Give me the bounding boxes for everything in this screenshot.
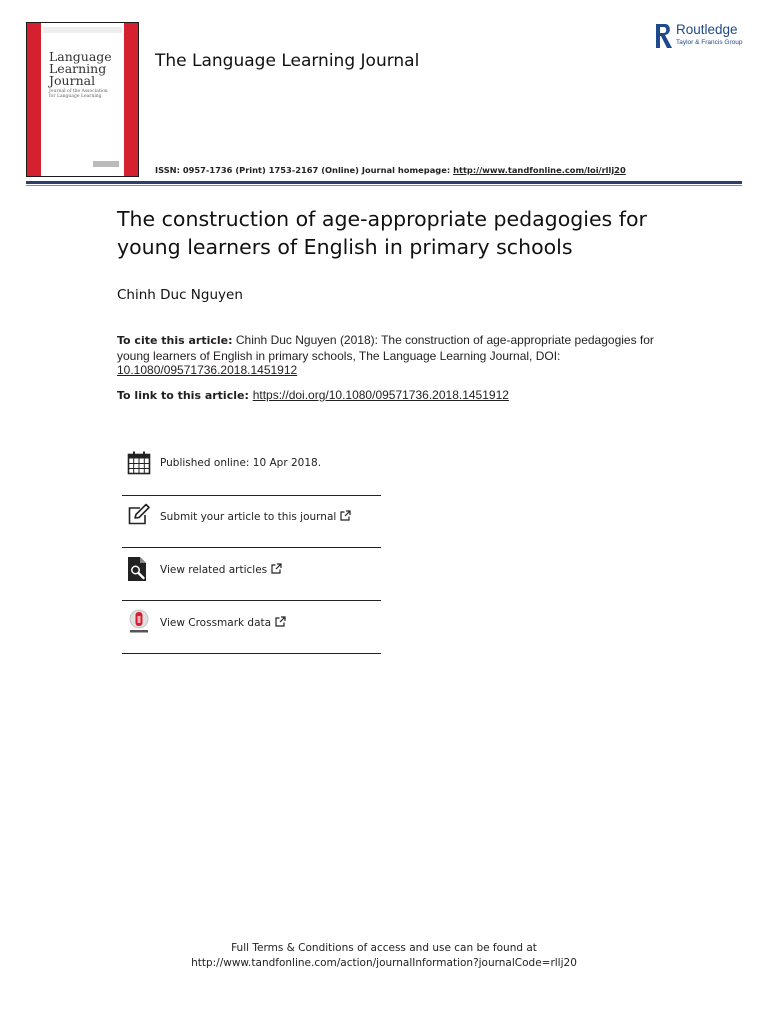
footer-terms-link[interactable]: http://www.tandfonline.com/action/journalInformation?journalCode=rllj20 xyxy=(191,957,577,969)
crossmark-row[interactable] xyxy=(126,609,381,635)
cover-top-strip xyxy=(43,27,122,33)
journal-homepage-link[interactable]: http://www.tandfonline.com/loi/rllj20 xyxy=(453,165,626,175)
submit-article-link[interactable] xyxy=(160,510,351,523)
cover-title: Language Learning Journal xyxy=(49,49,112,88)
header-divider-thin xyxy=(26,185,742,186)
cite-label: To cite this article: xyxy=(117,334,233,347)
footer-terms-text: Full Terms & Conditions of access and use can be found at xyxy=(231,942,537,954)
published-online-row xyxy=(126,450,381,476)
submit-article-row[interactable] xyxy=(126,503,381,529)
article-author[interactable]: Chinh Duc Nguyen xyxy=(117,287,243,303)
issn-line xyxy=(155,165,626,175)
published-online-text: Published online: 10 Apr 2018. xyxy=(160,457,322,469)
crossmark-link[interactable] xyxy=(160,616,286,629)
journal-title: The Language Learning Journal xyxy=(155,51,420,71)
row-divider xyxy=(122,600,381,601)
routledge-r-icon xyxy=(654,22,674,50)
cover-red-band-left xyxy=(27,23,41,176)
citation-block xyxy=(117,333,657,378)
cover-inner xyxy=(41,23,124,176)
row-divider xyxy=(122,495,381,496)
link-label: To link to this article: xyxy=(117,389,253,402)
cover-subtitle: Journal of the Association for Language Learning xyxy=(49,89,108,99)
cite-text: Chinh Duc Nguyen (2018): The construction of age-appropriate pedagogies for young learners of English in primary schools, The Language Learning Journal, DOI: xyxy=(117,333,654,363)
issn-text: ISSN: 0957-1736 (Print) 1753-2167 (Online) Journal homepage: xyxy=(155,165,454,175)
calendar-icon xyxy=(126,450,152,476)
row-divider xyxy=(122,547,381,548)
related-articles-row[interactable] xyxy=(126,556,381,582)
external-link-icon xyxy=(340,510,351,521)
search-document-icon xyxy=(126,556,152,582)
related-articles-label: View related articles xyxy=(160,564,268,576)
journal-cover xyxy=(26,22,139,177)
link-block xyxy=(117,388,657,404)
edit-icon xyxy=(126,503,152,529)
article-doi-link[interactable]: https://doi.org/10.1080/09571736.2018.1451912 xyxy=(252,388,509,402)
crossmark-label: View Crossmark data xyxy=(160,617,272,629)
footer xyxy=(0,941,768,971)
row-divider xyxy=(122,653,381,654)
external-link-icon xyxy=(275,616,286,627)
cover-publisher-logo xyxy=(93,161,119,167)
publisher-name: Routledge xyxy=(676,22,738,37)
crossmark-icon xyxy=(126,609,152,635)
cover-red-band-right xyxy=(124,23,138,176)
related-articles-link[interactable] xyxy=(160,563,282,576)
routledge-logo[interactable] xyxy=(654,22,746,52)
publisher-group: Taylor & Francis Group xyxy=(676,39,743,46)
header-divider xyxy=(26,181,742,184)
external-link-icon xyxy=(271,563,282,574)
cite-doi-link[interactable]: 10.1080/09571736.2018.1451912 xyxy=(117,363,298,377)
article-title: The construction of age-appropriate pedagogies for young learners of English in primary schools xyxy=(117,207,647,259)
submit-article-label: Submit your article to this journal xyxy=(160,511,337,523)
